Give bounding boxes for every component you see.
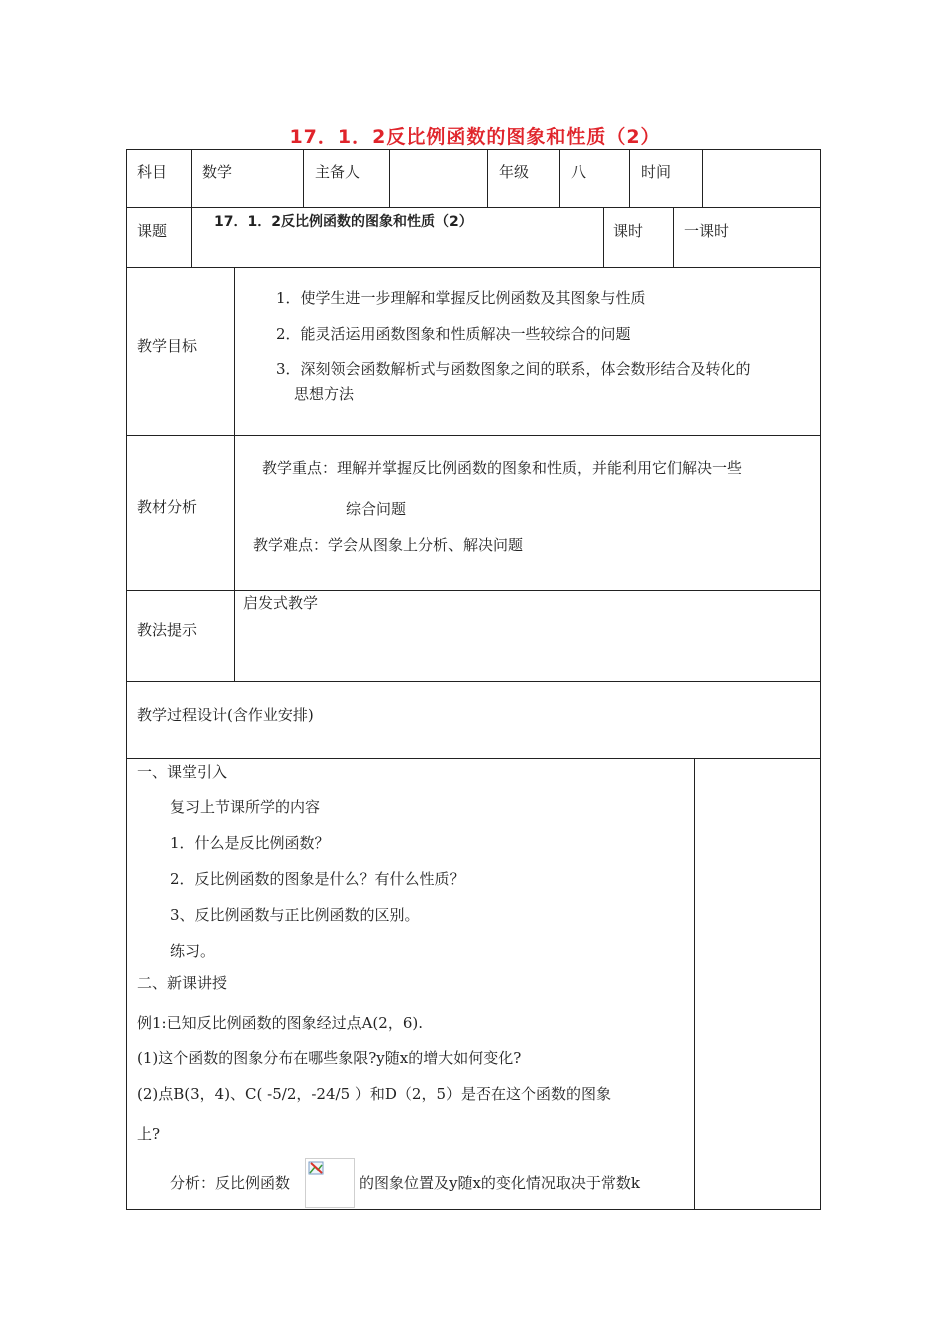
process-line: 复习上节课所学的内容 [170,798,321,816]
col-divider [487,149,488,208]
col-divider [191,207,192,268]
process-line: 的图象位置及y随x的变化情况取决于常数k [359,1174,641,1192]
col-divider [234,267,235,682]
row-divider [126,267,821,268]
objective-item: 1．使学生进一步理解和掌握反比例函数及其图象与性质 [276,289,646,307]
document-title: 17．1．2反比例函数的图象和性质（2） [289,126,661,148]
time-label: 时间 [641,163,672,181]
process-line: 练习。 [170,942,216,960]
method-value: 启发式教学 [243,594,319,612]
process-line: (1)这个函数的图象分布在哪些象限?y随x的增大如何变化? [137,1049,522,1067]
col-divider [559,149,560,208]
col-divider [694,758,695,1210]
col-divider [191,149,192,208]
col-divider [702,149,703,208]
process-line: 分析：反比例函数 [170,1174,291,1192]
process-line: (2)点B(3，4)、C( -5/2，-24/5 ）和D（2，5）是否在这个函数的图象 [137,1085,612,1103]
process-line: 3、反比例函数与正比例函数的区别。 [170,906,420,924]
table-border-bottom [126,1209,821,1210]
key-point: 教学重点：理解并掌握反比例函数的图象和性质，并能利用它们解决一些 [262,459,743,477]
preparer-label: 主备人 [315,163,361,181]
row-divider [126,681,821,682]
process-line: 二、新课讲授 [137,974,228,992]
objectives-label: 教学目标 [137,337,198,355]
subject-value: 数学 [202,163,233,181]
broken-image-icon [305,1158,355,1208]
table-border-right [820,149,821,1210]
process-header: 教学过程设计(含作业安排) [137,706,314,724]
table-border-top [126,149,821,150]
col-divider [603,207,604,268]
topic-value: 17．1．2反比例函数的图象和性质（2） [214,214,473,230]
objective-item: 3．深刻领会函数解析式与函数图象之间的联系，体会数形结合及转化的 [276,360,751,378]
grade-label: 年级 [499,163,530,181]
difficulty-point: 教学难点：学会从图象上分析、解决问题 [253,536,524,554]
hours-label: 课时 [613,222,644,240]
row-divider [126,207,821,208]
grade-value: 八 [571,163,587,181]
row-divider [126,758,821,759]
hours-value: 一课时 [684,222,730,240]
table-border-left [126,149,127,1210]
process-line: 1．什么是反比例函数？ [170,834,330,852]
process-line: 2．反比例函数的图象是什么？有什么性质？ [170,870,465,888]
objective-item: 2．能灵活运用函数图象和性质解决一些较综合的问题 [276,325,631,343]
col-divider [629,149,630,208]
subject-label: 科目 [137,163,168,181]
key-point-continued: 综合问题 [346,500,407,518]
row-divider [126,435,821,436]
process-line: 一、课堂引入 [137,763,228,781]
topic-label: 课题 [137,222,168,240]
col-divider [389,149,390,208]
method-label: 教法提示 [137,621,198,639]
analysis-label: 教材分析 [137,498,198,516]
row-divider [126,590,821,591]
col-divider [673,207,674,268]
process-line: 上? [137,1125,161,1143]
objective-item: 思想方法 [294,385,355,403]
col-divider [303,149,304,208]
process-line: 例1:已知反比例函数的图象经过点A(2，6). [137,1014,423,1032]
